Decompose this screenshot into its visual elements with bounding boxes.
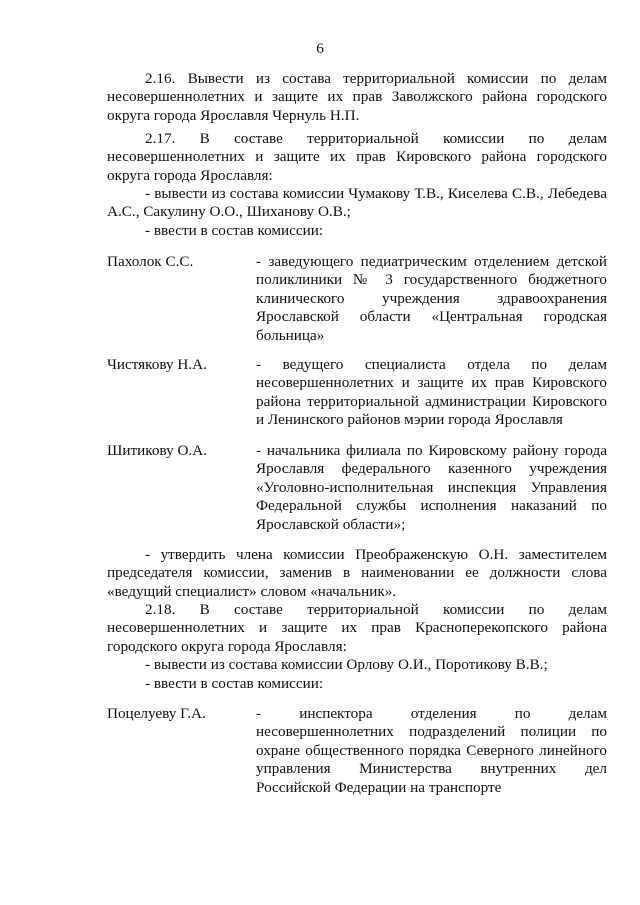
member-name: Пахолок С.С. [107,253,194,270]
paragraph-2-18: 2.18. В составе территориальной комиссии по делам несовершеннолетних и защите их прав Красноперекопского района городского округа города Ярославля: [107,601,607,655]
paragraph-2-17: 2.17. В составе территориальной комиссии по делам несовершеннолетних и защите их прав Кировского района городского округа города Ярославля: [107,130,607,184]
member-position: - ведущего специалиста отдела по делам несовершеннолетних и защите их прав Кировского района территориальной администрации Кировского и Ленинского районов мэрии города Ярославля [256,356,607,429]
paragraph-2-16: 2.16. Вывести из состава территориальной комиссии по делам несовершеннолетних и защите их прав Заволжского района городского округа города Ярославля Чернуль Н.П. [107,70,607,124]
paragraph-2-17-add: - ввести в состав комиссии: [145,222,324,239]
member-name: Шитикову О.А. [107,442,207,459]
member-name: Чистякову Н.А. [107,356,207,373]
member-position: - начальника филиала по Кировскому району города Ярославля федерального казенного учреждения «Уголовно-исполнительная инспекция Управления Федеральной службы исполнения наказаний по Ярославской области»; [256,442,607,533]
paragraph-2-17-remove: - вывести из состава комиссии Чумакову Т.В., Киселева С.В., Лебедева А.С., Сакулину О.О., Шиханову О.В.; [107,185,607,221]
member-name: Поцелуеву Г.А. [107,705,206,722]
member-position: - заведующего педиатрическим отделением детской поликлиники № 3 государственного бюджетного клинического учреждения здравоохранения Ярославской области «Центральная городская больница» [256,253,607,344]
paragraph-2-18-add: - ввести в состав комиссии: [145,675,324,692]
paragraph-2-18-remove: - вывести из состава комиссии Орлову О.И., Поротикову В.В.; [145,656,548,673]
page-number: 6 [316,40,324,57]
paragraph-2-17-approve: - утвердить члена комиссии Преображенскую О.Н. заместителем председателя комиссии, заменив в наименовании ее должности слова «ведущий специалист» словом «начальник». [107,546,607,600]
member-position: - инспектора отделения по делам несовершеннолетних подразделений полиции по охране общественного порядка Северного линейного управления Министерства внутренних дел Российской Федерации на транспорте [256,705,607,796]
